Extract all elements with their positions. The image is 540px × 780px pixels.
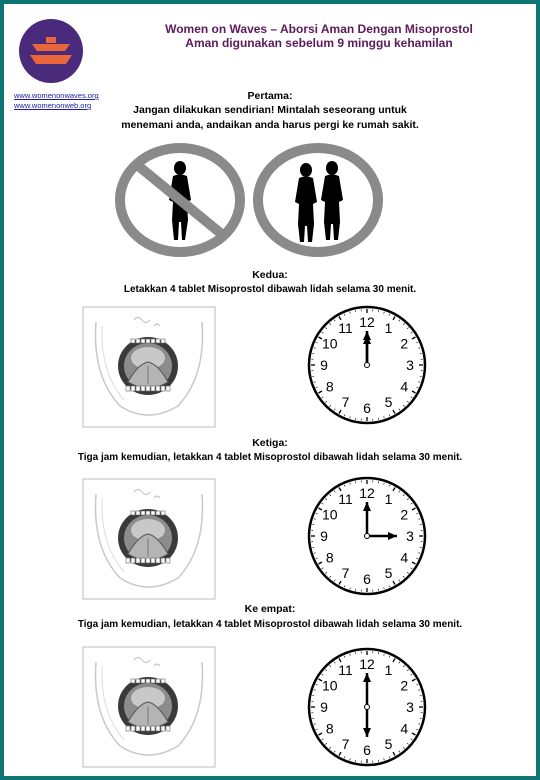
title-line-2: Aman digunakan sebelum 9 minggu kehamilan bbox=[185, 36, 453, 50]
clock-number: 4 bbox=[400, 378, 409, 395]
step-1-line-1: Jangan dilakukan sendirian! Mintalah seseorang untuk bbox=[133, 104, 407, 116]
clock-number: 8 bbox=[325, 549, 334, 566]
clock-number: 11 bbox=[338, 490, 353, 507]
clock-number: 12 bbox=[359, 656, 375, 672]
two-women-icon bbox=[250, 140, 386, 260]
step-4-heading: Ke empat: bbox=[244, 603, 296, 615]
clock-number: 7 bbox=[341, 565, 350, 582]
step-2-line-1: Letakkan 4 tablet Misoprostol dibawah lidah selama 30 menit. bbox=[123, 284, 417, 295]
clock-number: 8 bbox=[325, 720, 334, 737]
clock-number: 1 bbox=[384, 490, 393, 507]
page-title bbox=[134, 22, 504, 50]
clock-number: 4 bbox=[400, 720, 409, 737]
clock-face bbox=[305, 302, 429, 428]
step-2-heading: Kedua: bbox=[252, 269, 288, 281]
clock-face bbox=[305, 644, 429, 770]
clock-number: 12 bbox=[359, 314, 375, 330]
step-1-line-2: menemani anda, andaikan anda harus pergi ke rumah sakit. bbox=[121, 119, 419, 131]
clock-number: 5 bbox=[384, 565, 393, 582]
clock-number: 3 bbox=[406, 528, 414, 544]
clock-face bbox=[305, 473, 429, 599]
clock-number: 3 bbox=[406, 357, 414, 373]
clock-number: 2 bbox=[400, 335, 409, 352]
clock-number: 10 bbox=[321, 677, 338, 694]
clock-center bbox=[365, 534, 370, 539]
clock-number: 11 bbox=[338, 661, 353, 678]
step-3-heading: Ketiga: bbox=[252, 437, 288, 449]
clock-number: 9 bbox=[320, 528, 328, 544]
clock-number: 1 bbox=[384, 661, 393, 678]
mouth-tongue-illustration bbox=[82, 478, 216, 600]
clock-number: 6 bbox=[363, 400, 371, 416]
clock-number: 11 bbox=[338, 319, 353, 336]
clock-number: 9 bbox=[320, 357, 328, 373]
title-line-1: Women on Waves – Aborsi Aman Dengan Misoprostol bbox=[165, 22, 473, 36]
clock-number: 2 bbox=[400, 677, 409, 694]
clock-number: 7 bbox=[341, 394, 350, 411]
clock-number: 5 bbox=[384, 394, 393, 411]
clock-number: 7 bbox=[341, 736, 350, 753]
step-4-line-1: Tiga jam kemudian, letakkan 4 tablet Misoprostol dibawah lidah selama 30 menit. bbox=[77, 619, 463, 630]
mouth-tongue-illustration bbox=[82, 306, 216, 428]
mouth-tongue-illustration bbox=[82, 646, 216, 768]
alone-prohibited-icon bbox=[112, 140, 248, 260]
clock-number: 12 bbox=[359, 485, 375, 501]
clock-number: 3 bbox=[406, 699, 414, 715]
clock-center bbox=[365, 705, 370, 710]
clock-number: 6 bbox=[363, 742, 371, 758]
clock-number: 2 bbox=[400, 506, 409, 523]
step-3-line-1: Tiga jam kemudian, letakkan 4 tablet Misoprostol dibawah lidah selama 30 menit. bbox=[77, 452, 463, 463]
link-womenonwaves[interactable]: www.womenonwaves.org bbox=[14, 91, 99, 100]
step-1-heading: Pertama: bbox=[247, 90, 293, 102]
clock-number: 5 bbox=[384, 736, 393, 753]
clock-number: 4 bbox=[400, 549, 409, 566]
women-on-waves-logo bbox=[18, 18, 84, 84]
clock-number: 8 bbox=[325, 378, 334, 395]
clock-number: 6 bbox=[363, 571, 371, 587]
clock-number: 9 bbox=[320, 699, 328, 715]
clock-center bbox=[365, 363, 370, 368]
clock-number: 1 bbox=[384, 319, 393, 336]
clock-number: 10 bbox=[321, 335, 338, 352]
clock-number: 10 bbox=[321, 506, 338, 523]
link-womenonweb[interactable]: www.womenonweb.org bbox=[14, 101, 92, 110]
